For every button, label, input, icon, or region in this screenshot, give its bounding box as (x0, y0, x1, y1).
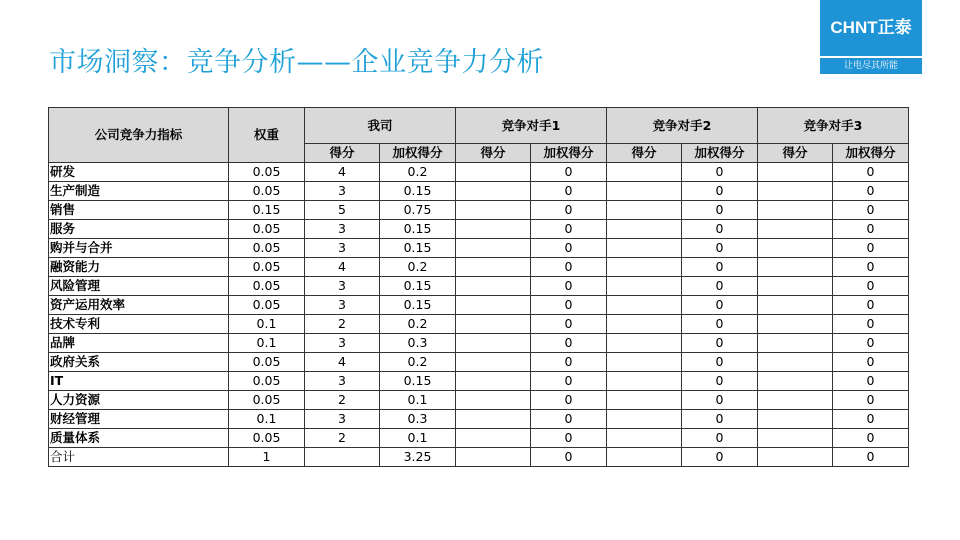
weight-cell: 0.05 (229, 277, 305, 296)
weighted-score-cell: 0 (531, 448, 607, 467)
weighted-score-cell: 0 (531, 296, 607, 315)
weighted-score-cell: 0.15 (380, 239, 456, 258)
weighted-score-cell: 0 (682, 296, 758, 315)
brand-logo (820, 0, 922, 74)
score-cell: 4 (305, 353, 380, 372)
weighted-score-cell: 0 (682, 239, 758, 258)
header-group-self: 我司 (305, 108, 456, 144)
indicator-name: 融资能力 (49, 258, 229, 277)
indicator-name: 政府关系 (49, 353, 229, 372)
header-weighted-score: 加权得分 (531, 144, 607, 163)
page-title: 市场洞察：竞争分析——企业竞争力分析 (49, 47, 544, 78)
score-cell (456, 334, 531, 353)
score-cell (758, 201, 833, 220)
table-row (49, 201, 909, 220)
indicator-name: 质量体系 (49, 429, 229, 448)
table-row (49, 277, 909, 296)
score-cell: 3 (305, 239, 380, 258)
score-cell (456, 163, 531, 182)
header-score: 得分 (758, 144, 833, 163)
weighted-score-cell: 0.2 (380, 163, 456, 182)
score-cell (607, 391, 682, 410)
score-cell: 2 (305, 315, 380, 334)
score-cell (758, 448, 833, 467)
weight-cell: 0.05 (229, 372, 305, 391)
weighted-score-cell: 0 (531, 353, 607, 372)
weighted-score-cell: 0 (682, 220, 758, 239)
indicator-name: 生产制造 (49, 182, 229, 201)
weighted-score-cell: 0 (833, 296, 909, 315)
score-cell (607, 334, 682, 353)
weighted-score-cell: 0 (531, 239, 607, 258)
table-row (49, 220, 909, 239)
weighted-score-cell: 0 (833, 201, 909, 220)
score-cell (607, 296, 682, 315)
score-cell (758, 353, 833, 372)
table-row (49, 410, 909, 429)
header-score: 得分 (456, 144, 531, 163)
table-row (49, 296, 909, 315)
weight-cell: 0.1 (229, 334, 305, 353)
indicator-name: 研发 (49, 163, 229, 182)
weighted-score-cell: 0 (833, 315, 909, 334)
weighted-score-cell: 0 (531, 163, 607, 182)
score-cell (758, 163, 833, 182)
score-cell (456, 182, 531, 201)
score-cell (456, 220, 531, 239)
indicator-name: 财经管理 (49, 410, 229, 429)
weight-cell: 0.05 (229, 296, 305, 315)
score-cell (758, 391, 833, 410)
weighted-score-cell: 0 (682, 182, 758, 201)
score-cell (607, 372, 682, 391)
table-row (49, 353, 909, 372)
weighted-score-cell: 0 (682, 315, 758, 334)
score-cell: 3 (305, 410, 380, 429)
table-row (49, 163, 909, 182)
weighted-score-cell: 0 (833, 372, 909, 391)
weight-cell: 0.05 (229, 239, 305, 258)
score-cell (456, 239, 531, 258)
weighted-score-cell: 0 (531, 258, 607, 277)
weighted-score-cell: 0 (531, 182, 607, 201)
weighted-score-cell: 0 (531, 277, 607, 296)
weighted-score-cell: 0 (682, 334, 758, 353)
score-cell (456, 410, 531, 429)
weighted-score-cell: 0.1 (380, 429, 456, 448)
header-score: 得分 (305, 144, 380, 163)
score-cell: 3 (305, 334, 380, 353)
weighted-score-cell: 0 (682, 277, 758, 296)
header-weighted-score: 加权得分 (682, 144, 758, 163)
table-row (49, 258, 909, 277)
header-weight: 权重 (229, 108, 305, 163)
score-cell (305, 448, 380, 467)
header-row-groups (49, 108, 909, 144)
header-group-competitor-2: 竞争对手2 (607, 108, 758, 144)
weighted-score-cell: 0 (682, 372, 758, 391)
weight-cell: 0.05 (229, 429, 305, 448)
weighted-score-cell: 0 (682, 391, 758, 410)
table-row (49, 372, 909, 391)
score-cell (607, 277, 682, 296)
table-row (49, 239, 909, 258)
total-row (49, 448, 909, 467)
weighted-score-cell: 0.2 (380, 258, 456, 277)
weighted-score-cell: 0 (531, 220, 607, 239)
header-weighted-score: 加权得分 (380, 144, 456, 163)
weighted-score-cell: 0 (833, 429, 909, 448)
score-cell (607, 239, 682, 258)
weighted-score-cell: 0.15 (380, 296, 456, 315)
score-cell (456, 277, 531, 296)
logo-wordmark: CHNT正泰 (820, 0, 922, 56)
header-group-competitor-3: 竞争对手3 (758, 108, 909, 144)
weight-cell: 0.1 (229, 410, 305, 429)
weighted-score-cell: 0 (833, 334, 909, 353)
score-cell: 3 (305, 372, 380, 391)
table-row (49, 315, 909, 334)
indicator-name: 风险管理 (49, 277, 229, 296)
weighted-score-cell: 0 (682, 410, 758, 429)
score-cell (607, 410, 682, 429)
weight-cell: 0.05 (229, 163, 305, 182)
weighted-score-cell: 0 (531, 201, 607, 220)
weighted-score-cell: 0 (833, 391, 909, 410)
indicator-name: 人力资源 (49, 391, 229, 410)
indicator-name: 资产运用效率 (49, 296, 229, 315)
weighted-score-cell: 0 (833, 220, 909, 239)
score-cell (758, 372, 833, 391)
weighted-score-cell: 0 (682, 353, 758, 372)
logo-slogan: 让电尽其所能 (820, 58, 922, 74)
score-cell (456, 372, 531, 391)
weight-cell: 0.1 (229, 315, 305, 334)
score-cell (758, 182, 833, 201)
score-cell: 4 (305, 163, 380, 182)
weighted-score-cell: 0 (531, 372, 607, 391)
score-cell (456, 315, 531, 334)
header-score: 得分 (607, 144, 682, 163)
weighted-score-cell: 0 (833, 163, 909, 182)
score-cell: 3 (305, 220, 380, 239)
table-row (49, 391, 909, 410)
weight-cell: 0.05 (229, 391, 305, 410)
header-group-competitor-1: 竞争对手1 (456, 108, 607, 144)
score-cell: 5 (305, 201, 380, 220)
score-cell (456, 258, 531, 277)
score-cell (758, 410, 833, 429)
score-cell (758, 429, 833, 448)
indicator-name: 技术专利 (49, 315, 229, 334)
weighted-score-cell: 0.2 (380, 353, 456, 372)
weighted-score-cell: 0 (833, 353, 909, 372)
header-weighted-score: 加权得分 (833, 144, 909, 163)
score-cell: 2 (305, 391, 380, 410)
score-cell (607, 182, 682, 201)
score-cell: 3 (305, 182, 380, 201)
weight-cell: 0.05 (229, 182, 305, 201)
total-label: 合计 (49, 448, 229, 467)
weighted-score-cell: 0 (682, 163, 758, 182)
score-cell (758, 315, 833, 334)
weighted-score-cell: 0.3 (380, 334, 456, 353)
score-cell: 4 (305, 258, 380, 277)
weighted-score-cell: 0 (833, 448, 909, 467)
weighted-score-cell: 3.25 (380, 448, 456, 467)
score-cell (456, 391, 531, 410)
weighted-score-cell: 0 (531, 429, 607, 448)
score-cell: 3 (305, 296, 380, 315)
weighted-score-cell: 0.75 (380, 201, 456, 220)
header-indicator: 公司竞争力指标 (49, 108, 229, 163)
score-cell: 2 (305, 429, 380, 448)
weighted-score-cell: 0 (833, 239, 909, 258)
indicator-name: 服务 (49, 220, 229, 239)
weighted-score-cell: 0 (531, 410, 607, 429)
score-cell (456, 201, 531, 220)
weighted-score-cell: 0.3 (380, 410, 456, 429)
score-cell (607, 448, 682, 467)
weight-cell: 0.05 (229, 220, 305, 239)
weighted-score-cell: 0 (682, 448, 758, 467)
weighted-score-cell: 0.1 (380, 391, 456, 410)
weighted-score-cell: 0 (833, 182, 909, 201)
score-cell (758, 296, 833, 315)
score-cell (456, 448, 531, 467)
weight-cell: 0.05 (229, 353, 305, 372)
weighted-score-cell: 0 (682, 201, 758, 220)
score-cell (456, 353, 531, 372)
indicator-name: IT (49, 372, 229, 391)
indicator-name: 购并与合并 (49, 239, 229, 258)
weighted-score-cell: 0 (531, 334, 607, 353)
weighted-score-cell: 0.15 (380, 372, 456, 391)
indicator-name: 品牌 (49, 334, 229, 353)
score-cell (607, 201, 682, 220)
weighted-score-cell: 0 (531, 315, 607, 334)
weighted-score-cell: 0.15 (380, 277, 456, 296)
weighted-score-cell: 0 (682, 429, 758, 448)
weighted-score-cell: 0 (833, 410, 909, 429)
score-cell (607, 353, 682, 372)
score-cell (607, 220, 682, 239)
weighted-score-cell: 0 (833, 277, 909, 296)
score-cell (607, 429, 682, 448)
score-cell (607, 258, 682, 277)
table-row (49, 182, 909, 201)
score-cell (456, 296, 531, 315)
score-cell (456, 429, 531, 448)
table-row (49, 429, 909, 448)
weight-cell: 1 (229, 448, 305, 467)
weighted-score-cell: 0.15 (380, 220, 456, 239)
score-cell (758, 258, 833, 277)
table-row (49, 334, 909, 353)
weighted-score-cell: 0 (833, 258, 909, 277)
score-cell (758, 277, 833, 296)
score-cell (607, 315, 682, 334)
score-cell (758, 220, 833, 239)
weighted-score-cell: 0 (682, 258, 758, 277)
weight-cell: 0.05 (229, 258, 305, 277)
weight-cell: 0.15 (229, 201, 305, 220)
weighted-score-cell: 0.2 (380, 315, 456, 334)
score-cell (607, 163, 682, 182)
score-cell (758, 334, 833, 353)
weighted-score-cell: 0.15 (380, 182, 456, 201)
competitiveness-table (48, 107, 909, 467)
table-body (49, 163, 909, 467)
score-cell: 3 (305, 277, 380, 296)
indicator-name: 销售 (49, 201, 229, 220)
weighted-score-cell: 0 (531, 391, 607, 410)
score-cell (758, 239, 833, 258)
